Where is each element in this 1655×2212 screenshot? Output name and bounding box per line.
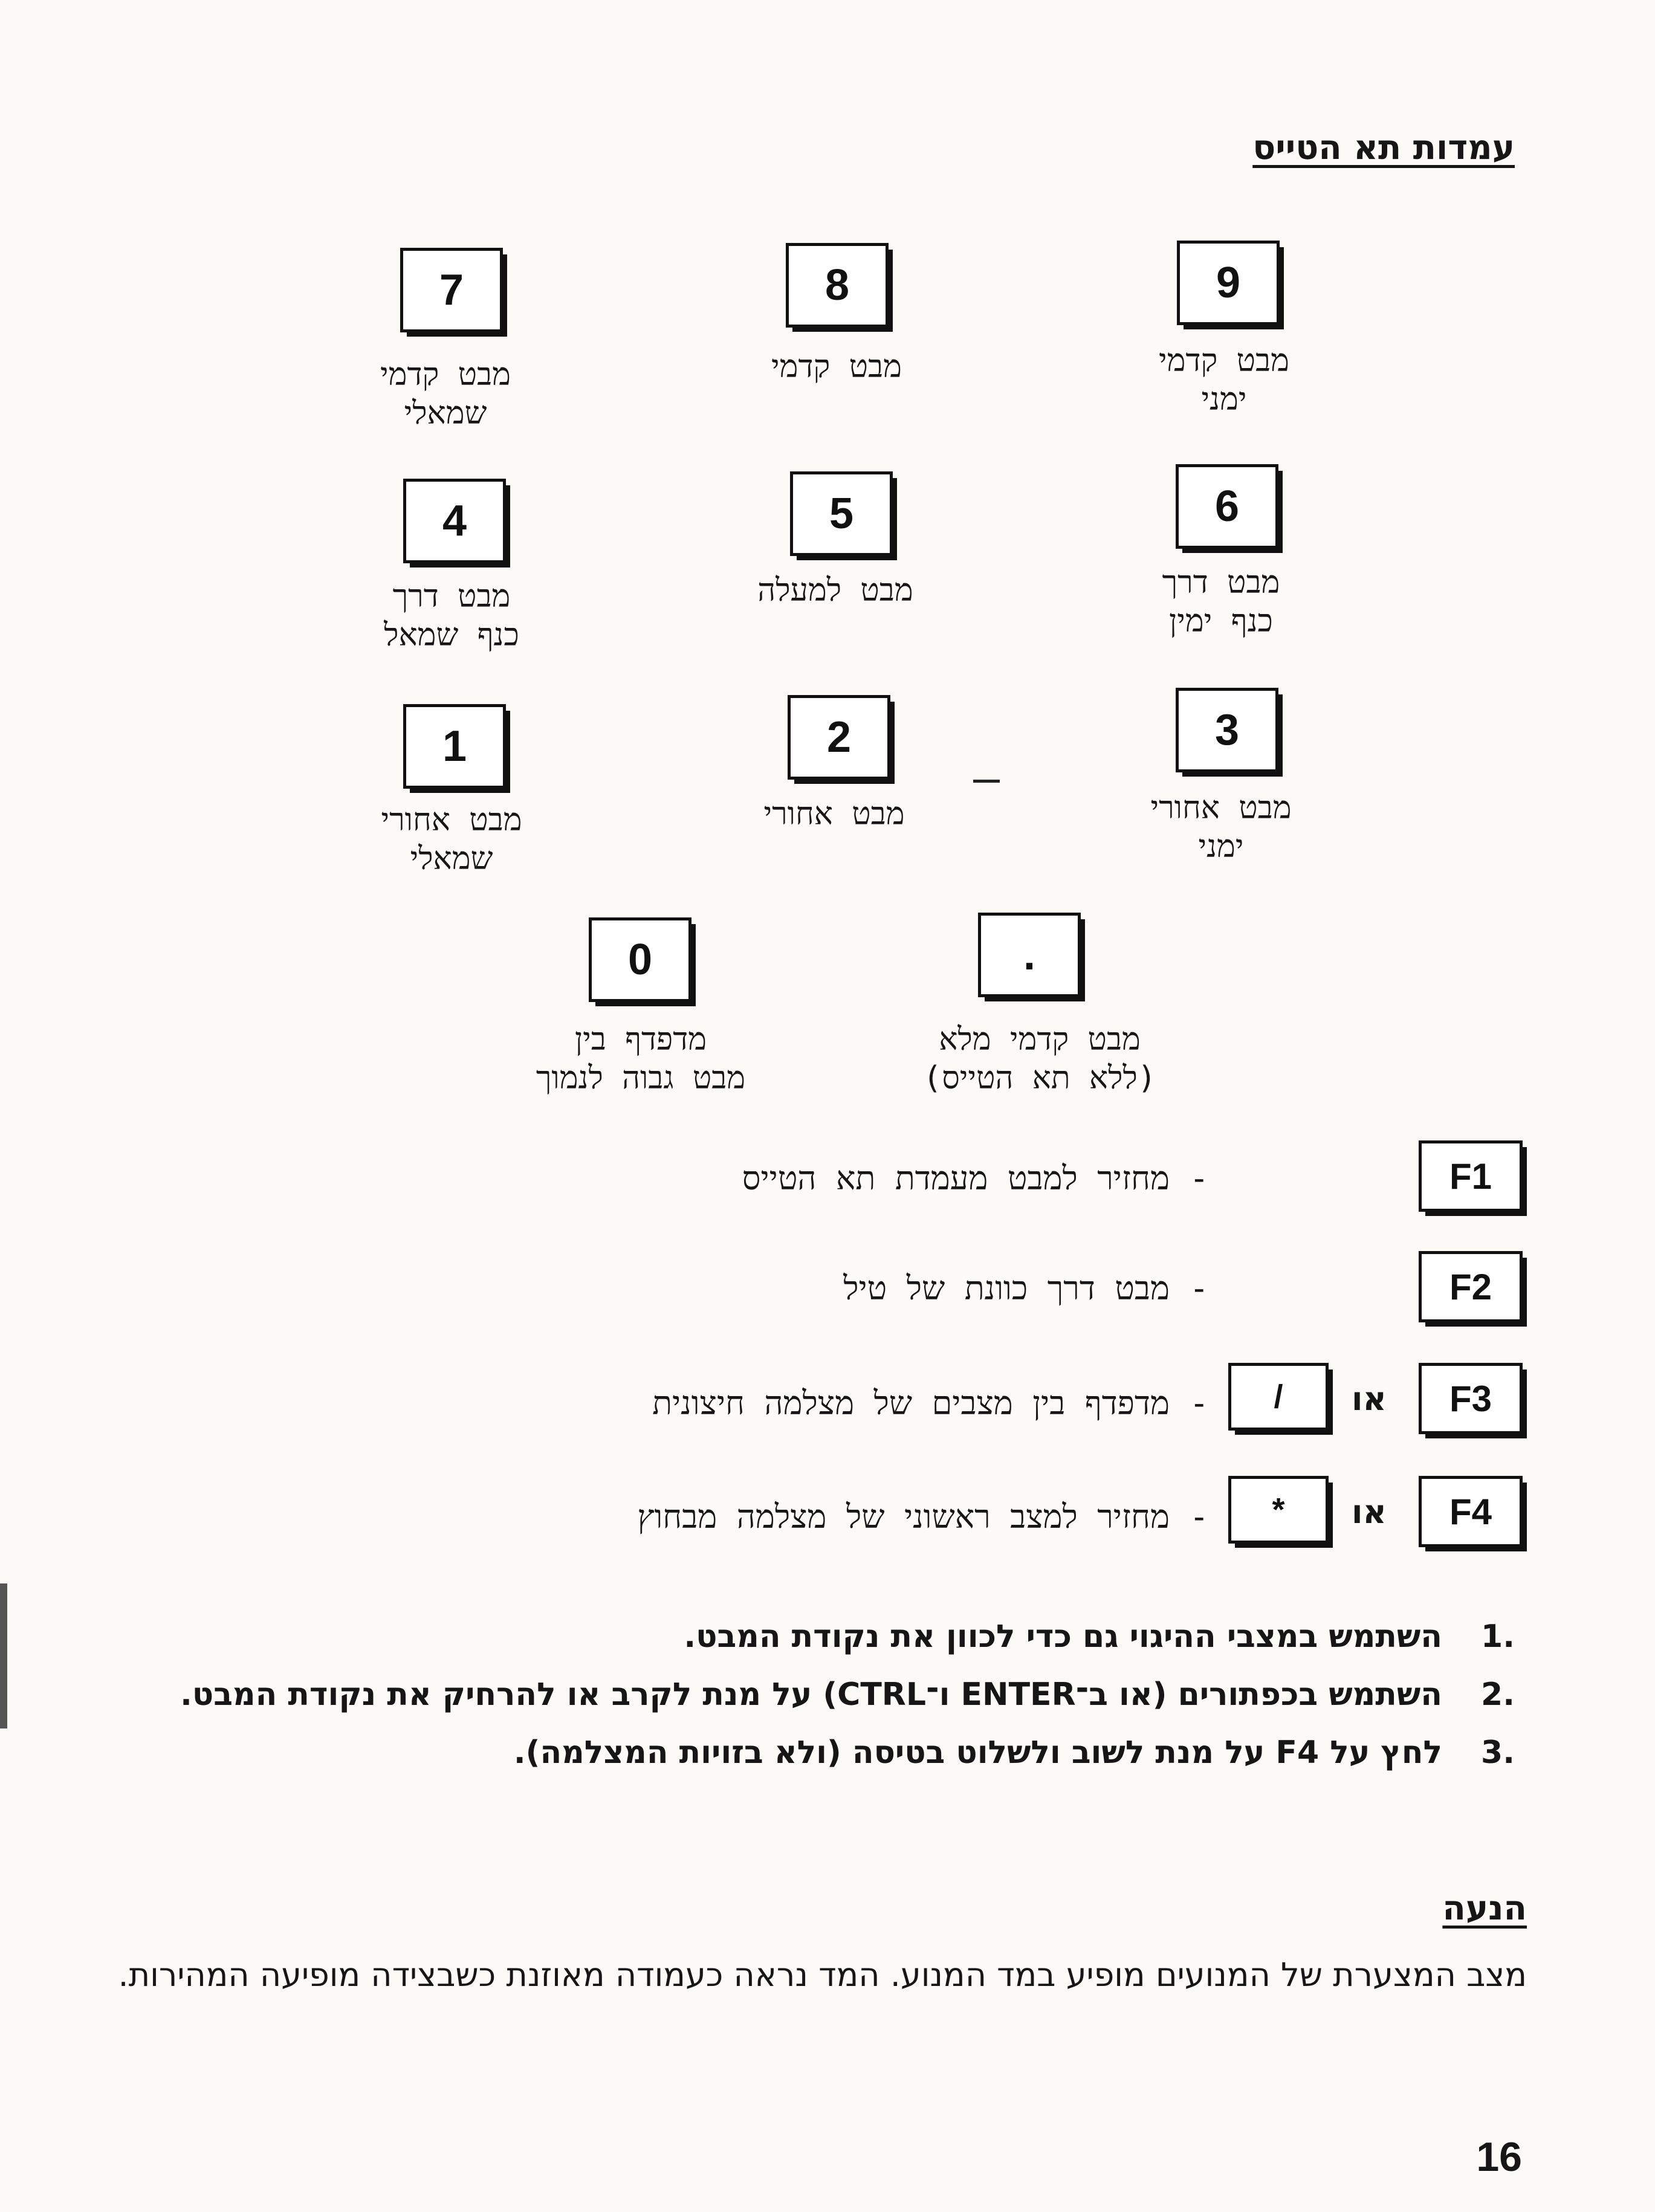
keypad-caption-4: מבט דרך כנף שמאל (384, 578, 519, 653)
scan-edge-mark (0, 1583, 7, 1729)
keypad-key-3: 3 (1176, 688, 1278, 772)
note-text: השתמש בכפתורים (או ב־ENTER ו־CTRL) על מנת לקרב או להרחיק את נקודת המבט. (180, 1677, 1442, 1713)
keypad-key-2: 2 (788, 695, 890, 780)
keypad-caption-period: מבט קדמי מלא (ללא תא הטייס) (922, 1021, 1157, 1096)
note-text: השתמש במצבי ההיגוי גם כדי לכוון את נקודת המבט. (684, 1619, 1442, 1655)
keypad-caption-9: מבט קדמי ימני (1159, 343, 1289, 418)
function-key-f2-description: - מבט דרך כוונת של טיל (843, 1269, 1209, 1307)
function-key-f4: F4 (1419, 1476, 1523, 1547)
asterisk-key: * (1228, 1476, 1329, 1544)
note-text: לחץ על F4 על מנת לשוב ולשלוט בטיסה (ולא בזויות המצלמה). (513, 1735, 1442, 1771)
usage-note (173, 1666, 1515, 1724)
keypad-key-period: . (978, 913, 1081, 997)
keypad-key-5: 5 (790, 471, 893, 556)
keypad-key-0: 0 (589, 917, 691, 1002)
keypad-caption-7: מבט קדמי שמאלי (380, 357, 511, 432)
function-key-f1-description: - מחזיר למבט מעמדת תא הטייס (742, 1159, 1209, 1197)
keypad-caption-5: מבט למעלה (757, 572, 913, 609)
or-label-f3: או (1352, 1380, 1387, 1418)
keypad-key-8: 8 (786, 243, 889, 328)
keypad-caption-6: מבט דרך כנף ימין (1162, 564, 1280, 639)
keypad-key-1: 1 (403, 704, 506, 789)
function-key-f2: F2 (1419, 1251, 1523, 1322)
keypad-key-6: 6 (1176, 464, 1278, 549)
slash-key: / (1228, 1363, 1329, 1431)
function-key-f3-description: - מדפדף בין מצבים של מצלמה חיצונית (652, 1384, 1209, 1422)
note-number: .1 (1481, 1619, 1515, 1655)
keypad-caption-0: מדפדף בין מבט גבוה לנמוך (536, 1021, 746, 1096)
keypad-caption-1: מבט אחורי שמאלי (381, 802, 522, 877)
scan-mark (973, 780, 1000, 783)
page-number: 16 (1476, 2134, 1522, 2180)
page-title: עמדות תא הטייס (1252, 128, 1515, 167)
function-key-f4-description: - מחזיר למצב ראשוני של מצלמה מבחוץ (637, 1498, 1209, 1536)
keypad-caption-8: מבט קדמי (771, 349, 902, 385)
function-key-f1: F1 (1419, 1140, 1523, 1212)
section-heading: הנעה (1442, 1889, 1527, 1928)
keypad-key-9: 9 (1177, 241, 1280, 325)
function-key-f3: F3 (1419, 1363, 1523, 1434)
note-number: .2 (1481, 1677, 1515, 1713)
keypad-key-7: 7 (400, 248, 503, 332)
usage-note (173, 1724, 1515, 1782)
note-number: .3 (1481, 1735, 1515, 1771)
or-label-f4: או (1352, 1493, 1387, 1531)
keypad-key-4: 4 (403, 479, 506, 563)
usage-note (173, 1608, 1515, 1666)
section-paragraph: מצב המצערת של המנועים מופיע במד המנוע. המד נראה כעמודה מאוזנת כשבצידה מופיעה המהירות. (118, 1956, 1527, 1994)
keypad-caption-3: מבט אחורי ימני (1150, 790, 1292, 865)
usage-notes-list (173, 1608, 1515, 1782)
keypad-caption-2: מבט אחורי (763, 796, 905, 832)
